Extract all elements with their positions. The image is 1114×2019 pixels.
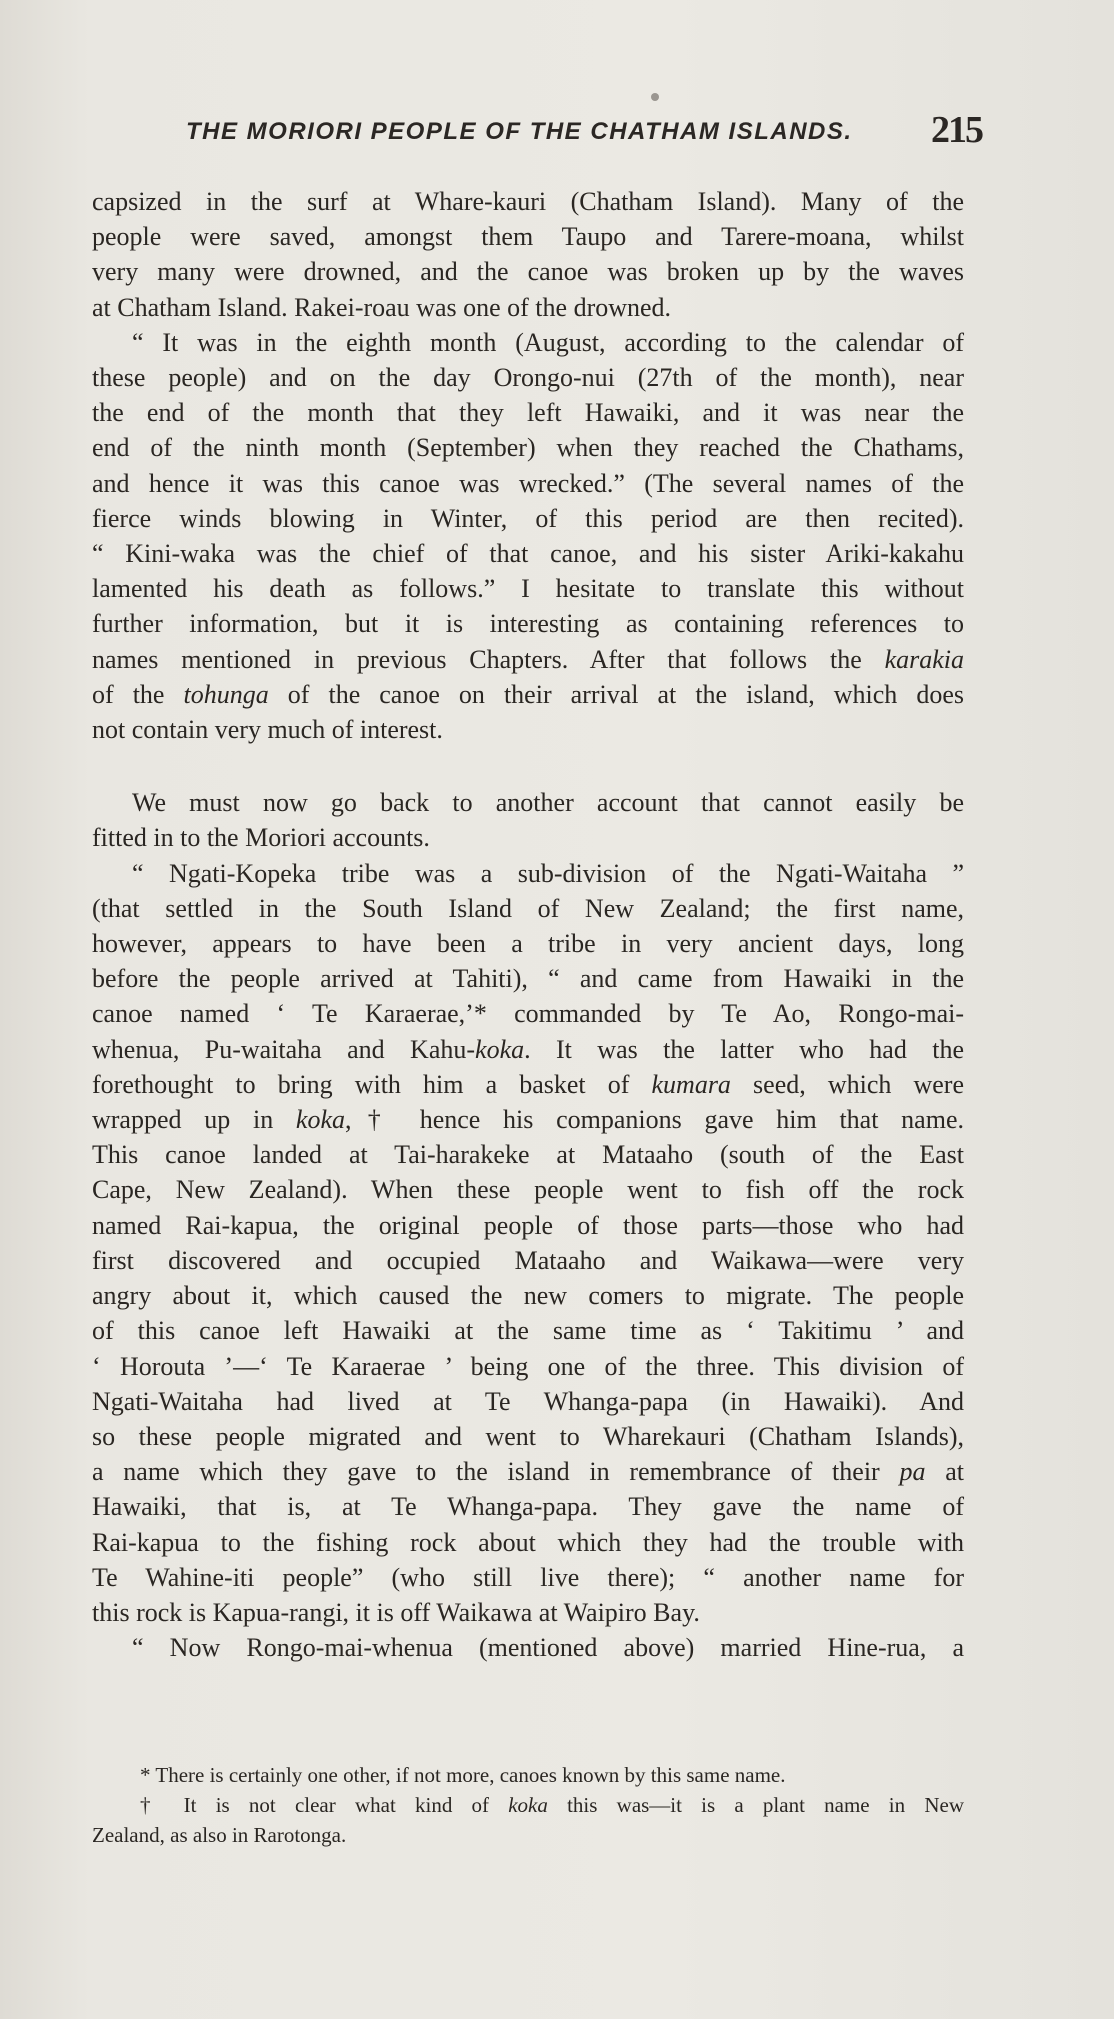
text-line: angry about it, which caused the new comers to migrate. The people — [92, 1281, 964, 1311]
footnotes — [92, 1760, 964, 1850]
paragraph-1 — [92, 184, 964, 325]
text-line: Hawaiki, that is, at Te Whanga-papa. They gave the name of — [92, 1492, 964, 1522]
text-line: “ Kini-waka was the chief of that canoe, and his sister Ariki-kakahu — [92, 539, 964, 569]
footnote-line: † It is not clear what kind of koka this was—it is a plant name in New — [140, 1793, 965, 1817]
text-line: wrapped up in koka,† hence his companions gave him that name. — [92, 1105, 964, 1135]
text-line: whenua, Pu-waitaha and Kahu-koka. It was the latter who had the — [92, 1034, 964, 1064]
text-line: capsized in the surf at Whare-kauri (Chatham Island). Many of the — [92, 187, 964, 216]
text-line: lamented his death as follows.” I hesitate to translate this without — [92, 574, 964, 604]
footnote-line: * There is certainly one other, if not more, canoes known by this same name. — [140, 1763, 786, 1787]
text-line: Ngati-Waitaha had lived at Te Whanga-papa (in Hawaiki). And — [92, 1386, 964, 1416]
text-line: “ Now Rongo-mai-whenua (mentioned above) married Hine-rua, a — [132, 1633, 964, 1663]
paragraph-3 — [92, 785, 964, 855]
footnote-dagger — [92, 1790, 964, 1850]
text-line: not contain very much of interest. — [92, 715, 443, 745]
text-line: ‘ Horouta ’—‘ Te Karaerae ’ being one of the three. This division of — [92, 1351, 964, 1381]
text-line: before the people arrived at Tahiti), “ and came from Hawaiki in the — [92, 964, 964, 994]
text-line: We must now go back to another account that cannot easily be — [132, 788, 964, 818]
text-line: of this canoe left Hawaiki at the same time as ‘ Takitimu ’ and — [92, 1316, 964, 1346]
text-line: Cape, New Zealand). When these people went to fish off the rock — [92, 1175, 964, 1205]
text-line: however, appears to have been a tribe in very ancient days, long — [92, 929, 964, 959]
text-line: Rai-kapua to the fishing rock about which they had the trouble with — [92, 1527, 964, 1557]
text-line: further information, but it is interesting as containing references to — [92, 609, 964, 639]
text-line: very many were drowned, and the canoe was broken up by the waves — [92, 257, 964, 287]
text-line: This canoe landed at Tai-harakeke at Mataaho (south of the East — [92, 1140, 964, 1170]
page-header — [92, 109, 982, 156]
text-line: fierce winds blowing in Winter, of this period are then recited). — [92, 503, 964, 533]
section-break — [92, 747, 964, 785]
paragraph-4 — [92, 856, 964, 1630]
text-line: so these people migrated and went to Wharekauri (Chatham Islands), — [92, 1421, 964, 1451]
paragraph-5 — [92, 1630, 964, 1665]
text-line: “ It was in the eighth month (August, according to the calendar of — [132, 327, 964, 357]
text-line: a name which they gave to the island in remembrance of their pa at — [92, 1457, 965, 1487]
text-line: and hence it was this canoe was wrecked.” (The several names of the — [92, 468, 964, 498]
page-speck — [651, 93, 659, 101]
running-title: THE MORIORI PEOPLE OF THE CHATHAM ISLANDS. — [186, 118, 853, 145]
text-line: these people) and on the day Orongo-nui (27th of the month), near — [92, 363, 964, 393]
text-line: names mentioned in previous Chapters. After that follows the karakia — [92, 644, 964, 674]
text-line: of the tohunga of the canoe on their arrival at the island, which does — [92, 679, 964, 709]
page-number: 215 — [931, 109, 982, 151]
text-line: the end of the month that they left Hawaiki, and it was near the — [92, 398, 964, 428]
body-text — [92, 184, 964, 1665]
text-line: “ Ngati-Kopeka tribe was a sub-division of the Ngati-Waitaha ” — [132, 858, 964, 888]
text-line: (that settled in the South Island of New Zealand; the first name, — [92, 893, 964, 923]
footnote-asterisk — [92, 1760, 964, 1790]
text-line: canoe named ‘ Te Karaerae,’* commanded by Te Ao, Rongo-mai- — [92, 999, 964, 1029]
text-line: forethought to bring with him a basket of kumara seed, which were — [92, 1069, 964, 1099]
text-line: fitted in to the Moriori accounts. — [92, 823, 430, 853]
footnote-line: Zealand, as also in Rarotonga. — [92, 1823, 347, 1847]
text-line: people were saved, amongst them Taupo and Tarere-moana, whilst — [92, 222, 964, 252]
text-line: Te Wahine-iti people” (who still live there); “ another name for — [92, 1562, 964, 1592]
text-line: named Rai-kapua, the original people of those parts—those who had — [92, 1210, 964, 1240]
paragraph-2 — [92, 325, 964, 747]
text-line: this rock is Kapua-rangi, it is off Waikawa at Waipiro Bay. — [92, 1597, 700, 1627]
text-line: at Chatham Island. Rakei-roau was one of the drowned. — [92, 292, 672, 322]
text-line: end of the ninth month (September) when they reached the Chathams, — [92, 433, 964, 463]
text-line: first discovered and occupied Mataaho and Waikawa—were very — [92, 1245, 964, 1275]
